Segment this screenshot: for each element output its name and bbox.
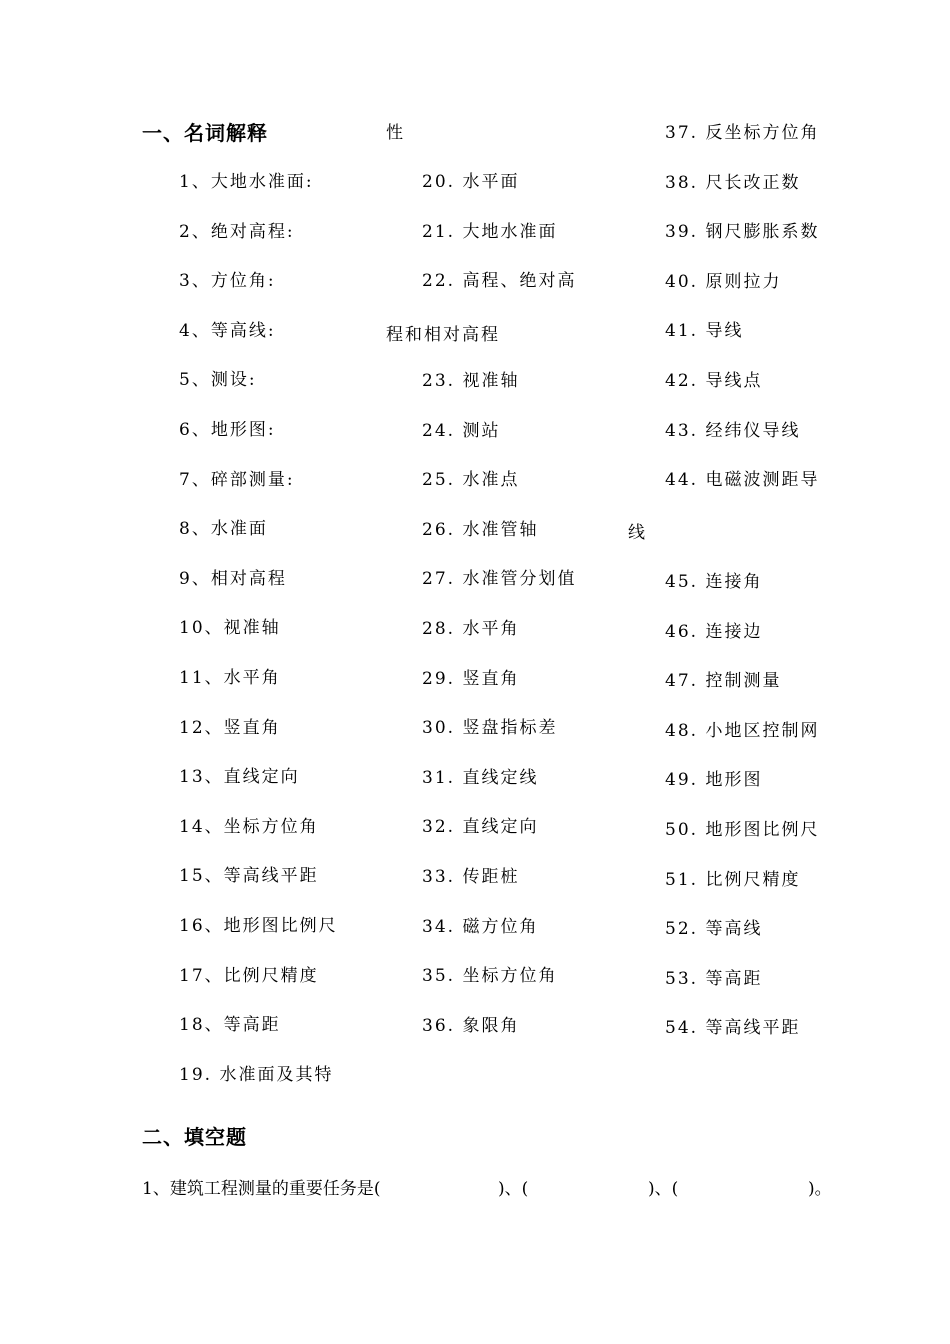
term-item: 17、比例尺精度 [179,965,319,986]
term-item: 37. 反坐标方位角 [665,123,820,143]
q1-separator-2: )、( [648,1179,679,1199]
term-item: 29. 竖直角 [422,668,520,689]
term-item: 26. 水准管轴 [422,519,539,540]
term-item: 27. 水准管分划值 [422,569,577,590]
term-item: 19. 水准面及其特 [179,1064,334,1085]
term-item: 31. 直线定线 [422,767,539,788]
term-item: 52. 等高线 [665,919,763,940]
term-item: 35. 坐标方位角 [422,966,558,987]
term-item: 12、竖直角 [179,717,281,738]
term-item: 41. 导线 [665,321,744,342]
term-item: 40. 原则拉力 [665,271,782,292]
term-item: 30. 竖盘指标差 [422,718,558,739]
term-item: 21. 大地水准面 [422,221,558,242]
col2-wrap: 程和相对高程 [386,325,500,345]
term-item: 34. 磁方位角 [422,916,539,937]
term-item: 44. 电磁波测距导 [665,470,820,491]
term-item: 32. 直线定向 [422,817,539,838]
term-item: 7、碎部测量: [179,469,295,490]
q1-text: 1、建筑工程测量的重要任务是( [142,1179,381,1199]
term-item: 48. 小地区控制网 [665,720,820,741]
term-item: 11、水平角 [179,668,281,688]
term-item: 49. 地形图 [665,770,763,791]
term-item: 43. 经纬仪导线 [665,420,801,441]
term-item: 22. 高程、绝对高 [422,271,577,292]
term-item: 53. 等高距 [665,968,763,989]
term-item: 8、水准面 [179,519,268,540]
term-item: 50. 地形图比例尺 [665,820,820,840]
col3-wrap: 线 [628,523,647,543]
term-item: 46. 连接边 [665,621,763,642]
term-item: 6、地形图: [179,420,276,440]
term-item: 47. 控制测量 [665,671,782,692]
term-item: 28. 水平角 [422,619,520,639]
term-item: 16、地形图比例尺 [179,916,338,936]
section1-title: 一、名词解释 [142,121,268,145]
term-item: 25. 水准点 [422,470,520,491]
term-item: 54. 等高线平距 [665,1018,801,1039]
term-item: 33. 传距桩 [422,867,520,887]
col2-top-continuation: 性 [386,123,405,143]
q1-end: )。 [808,1179,832,1199]
term-item: 10、视准轴 [179,618,281,639]
term-item: 23. 视准轴 [422,371,520,391]
term-item: 14、坐标方位角 [179,816,319,837]
term-item: 3、方位角: [179,271,276,292]
term-item: 51. 比例尺精度 [665,869,801,890]
term-item: 1、大地水准面: [179,172,314,192]
term-item: 42. 导线点 [665,371,763,391]
term-item: 24. 测站 [422,420,501,441]
term-item: 38. 尺长改正数 [665,172,801,193]
term-item: 18、等高距 [179,1015,281,1036]
term-item: 15、等高线平距 [179,866,319,887]
term-item: 9、相对高程 [179,568,287,589]
term-item: 39. 钢尺膨胀系数 [665,222,820,243]
term-item: 13、直线定向 [179,767,300,788]
section2-title: 二、填空题 [142,1125,247,1149]
q1-separator-1: )、( [498,1179,529,1199]
term-item: 36. 象限角 [422,1015,520,1036]
term-item: 4、等高线: [179,320,276,341]
term-item: 45. 连接角 [665,572,763,592]
term-item: 20. 水平面 [422,172,520,192]
term-item: 2、绝对高程: [179,221,295,242]
term-item: 5、测设: [179,370,257,391]
